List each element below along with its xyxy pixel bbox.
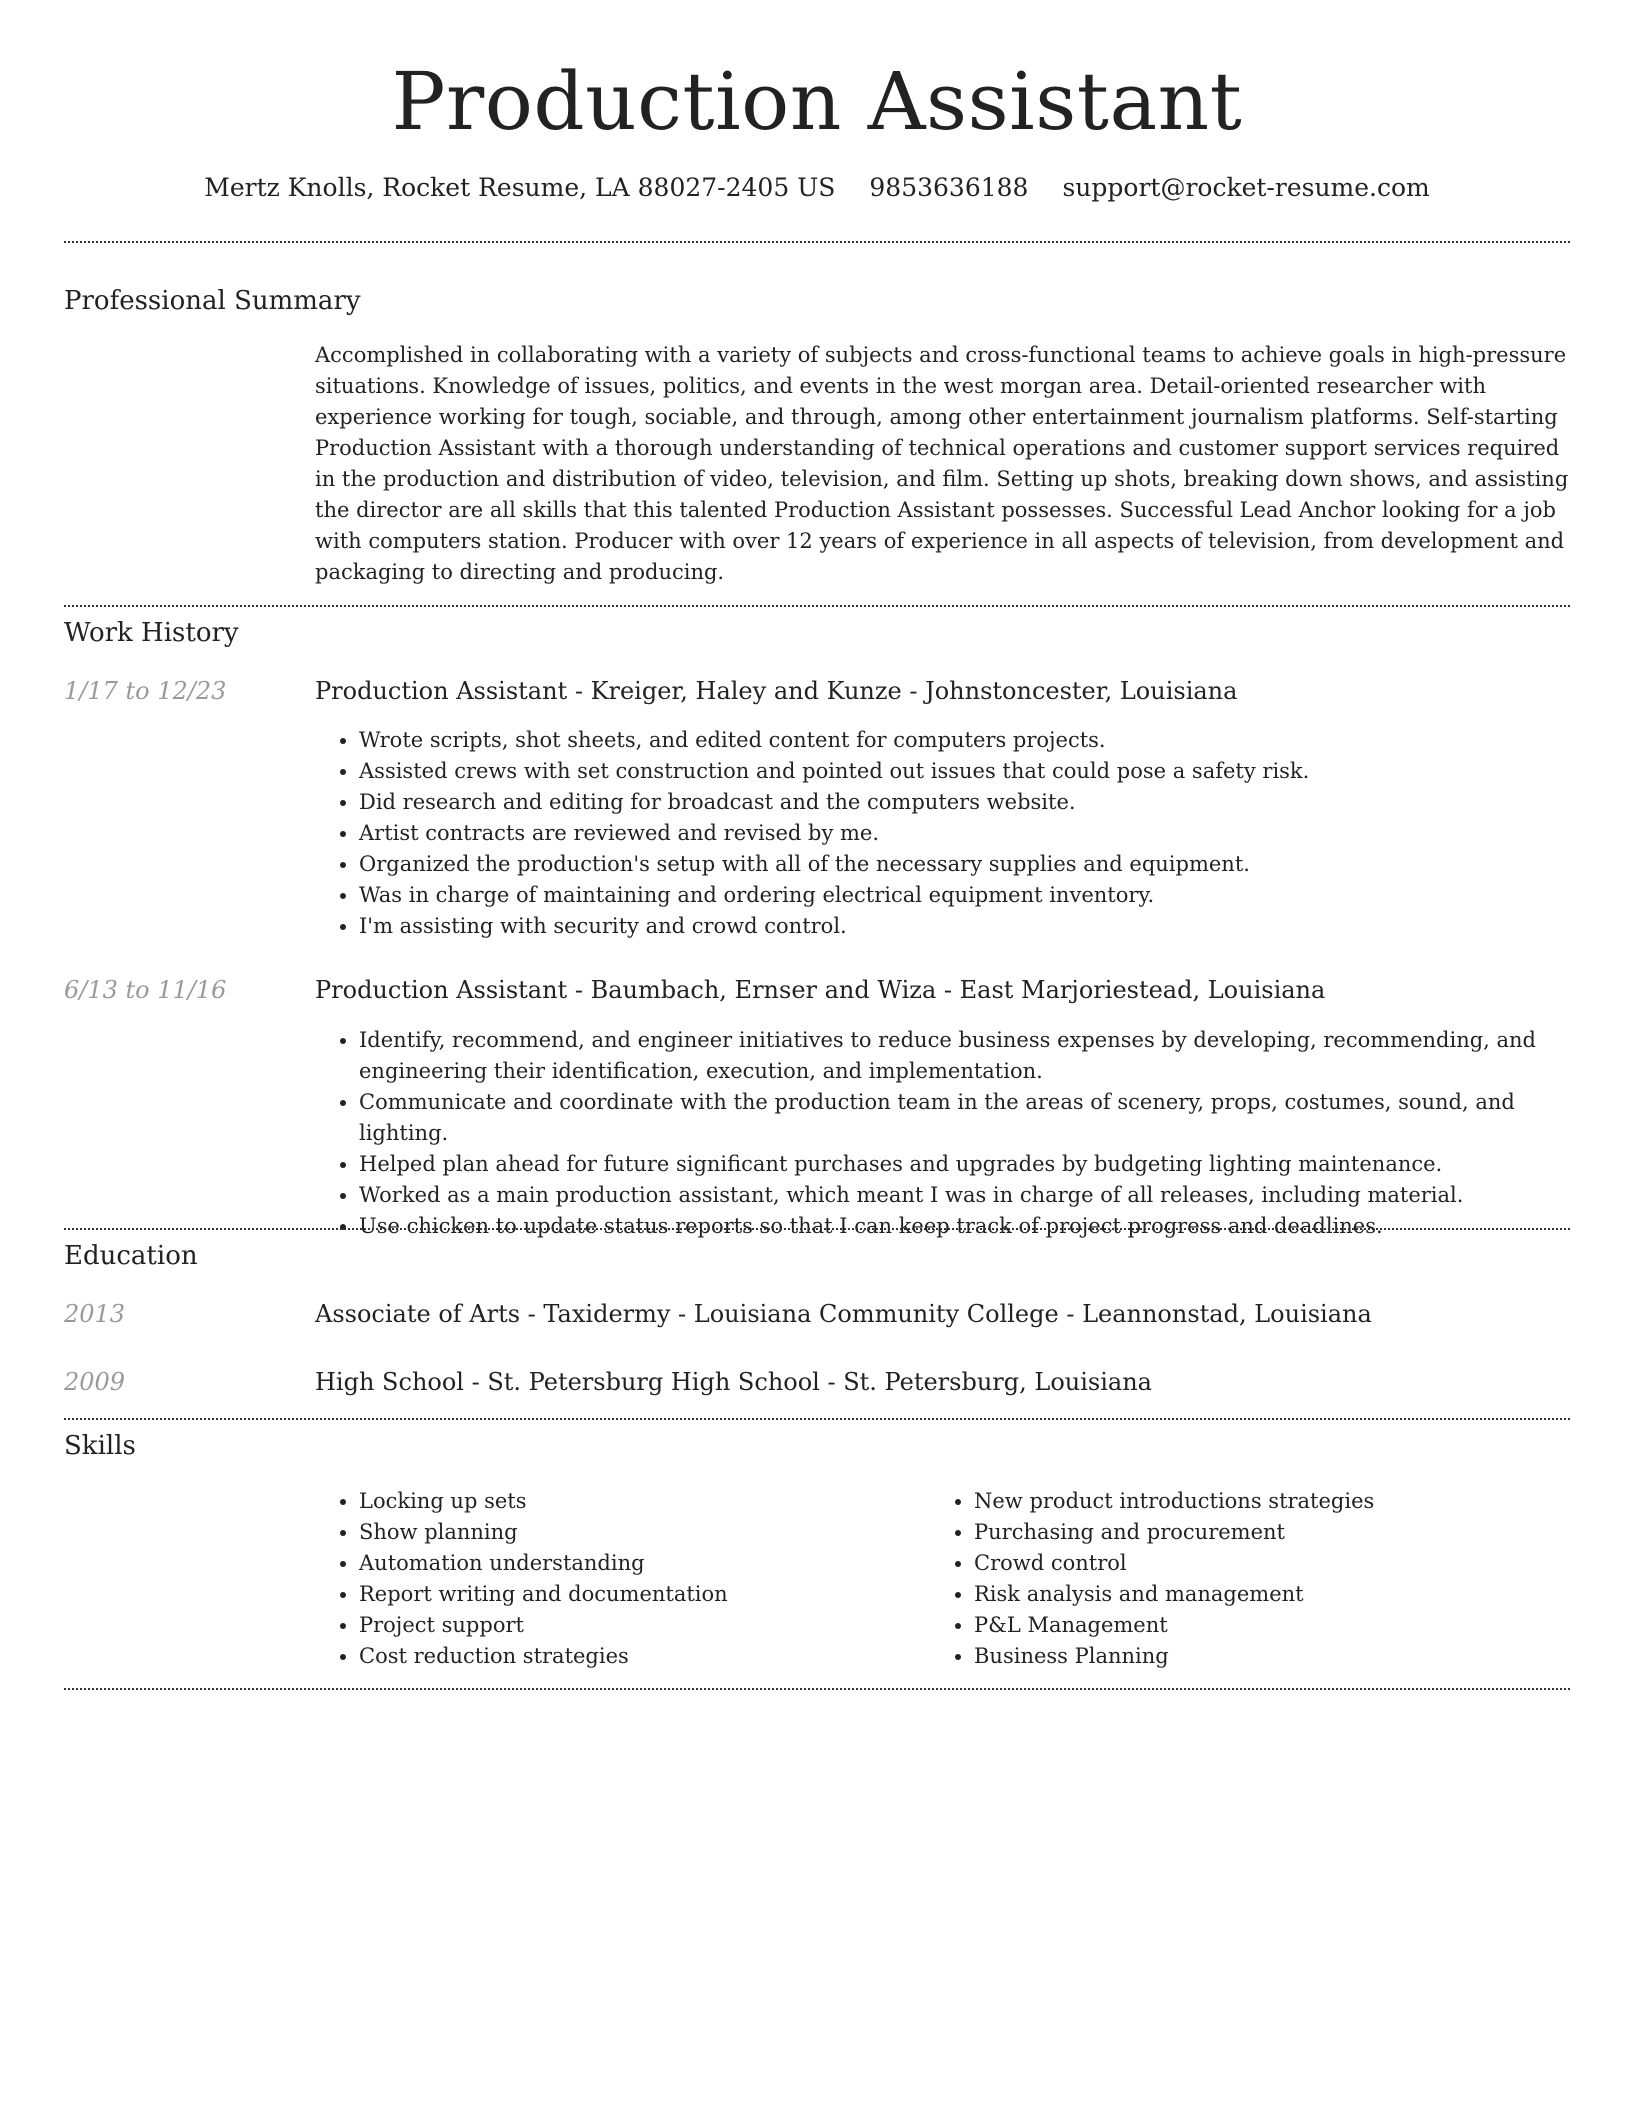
skills-list-left <box>315 1486 919 1672</box>
education-entry: Associate of Arts - Taxidermy - Louisiana Community College - Leannonstad, Louisiana <box>315 1300 1372 1328</box>
section-title-education: Education <box>64 1241 198 1271</box>
list-item: • Purchasing and procurement <box>974 1517 1534 1548</box>
list-item: • Automation understanding <box>359 1548 919 1579</box>
candidate-name: Production Assistant <box>391 55 1243 148</box>
contact-email: support@rocket-resume.com <box>1062 173 1430 202</box>
divider <box>64 241 1570 243</box>
section-title-skills: Skills <box>64 1431 136 1461</box>
list-item: • Show planning <box>359 1517 919 1548</box>
job-duties-list <box>315 725 1572 942</box>
list-item: • Assisted crews with set construction and pointed out issues that could pose a safety risk. <box>359 756 1572 787</box>
skills-list-right <box>930 1486 1534 1672</box>
education-entry: High School - St. Petersburg High School - St. Petersburg, Louisiana <box>315 1368 1152 1396</box>
contact-line <box>64 172 1570 204</box>
contact-address: Mertz Knolls, Rocket Resume, LA 88027-2405 US <box>204 173 836 202</box>
list-item: • Crowd control <box>974 1548 1534 1579</box>
divider <box>64 605 1570 607</box>
section-title-work-history: Work History <box>64 618 239 648</box>
job-duties-list <box>315 1025 1572 1242</box>
list-item: • Did research and editing for broadcast and the computers website. <box>359 787 1572 818</box>
list-item: • Business Planning <box>974 1641 1534 1672</box>
list-item: • Organized the production's setup with all of the necessary supplies and equipment. <box>359 849 1572 880</box>
list-item: • P&L Management <box>974 1610 1534 1641</box>
list-item: • Use chicken to update status reports so that I can keep track of project progress and deadlines. <box>359 1211 1572 1242</box>
list-item: • Report writing and documentation <box>359 1579 919 1610</box>
list-item: • Wrote scripts, shot sheets, and edited content for computers projects. <box>359 725 1572 756</box>
list-item: • I'm assisting with security and crowd control. <box>359 911 1572 942</box>
list-item: • Locking up sets <box>359 1486 919 1517</box>
contact-phone: 9853636188 <box>869 173 1029 202</box>
job-heading: Production Assistant - Kreiger, Haley and Kunze - Johnstoncester, Louisiana <box>315 677 1238 705</box>
list-item: • Worked as a main production assistant, which meant I was in charge of all releases, including material. <box>359 1180 1572 1211</box>
list-item: • Cost reduction strategies <box>359 1641 919 1672</box>
list-item: • Risk analysis and management <box>974 1579 1534 1610</box>
list-item: • Identify, recommend, and engineer initiatives to reduce business expenses by developing, recommending, and engineering their identification, execution, and implementation. <box>359 1025 1572 1087</box>
list-item: • Project support <box>359 1610 919 1641</box>
job-dates: 1/17 to 12/23 <box>64 677 227 705</box>
education-year: 2009 <box>64 1368 126 1396</box>
list-item: • Communicate and coordinate with the production team in the areas of scenery, props, costumes, sound, and lighting. <box>359 1087 1572 1149</box>
job-dates: 6/13 to 11/16 <box>64 976 227 1004</box>
list-item: • Was in charge of maintaining and ordering electrical equipment inventory. <box>359 880 1572 911</box>
education-year: 2013 <box>64 1300 126 1328</box>
divider <box>64 1688 1570 1690</box>
job-heading: Production Assistant - Baumbach, Ernser and Wiza - East Marjoriestead, Louisiana <box>315 976 1326 1004</box>
summary-text: Accomplished in collaborating with a variety of subjects and cross-functional teams to achieve goals in high-pressure situations. Knowledge of issues, politics, and events in the west morgan area. Detail-oriented researcher with experience working for tough, sociable, and through, among other entertainment journalism platforms. Self-starting Production Assistant with a thorough understanding of technical operations and customer support services required in the production and distribution of video, television, and film. Setting up shots, breaking down shows, and assisting the director are all skills that this talented Production Assistant possesses. Successful Lead Anchor looking for a job with computers station. Producer with over 12 years of experience in all aspects of television, from development and packaging to directing and producing. <box>315 343 1569 584</box>
section-title-summary: Professional Summary <box>64 286 361 316</box>
list-item: • Helped plan ahead for future significant purchases and upgrades by budgeting lighting maintenance. <box>359 1149 1572 1180</box>
divider <box>64 1418 1570 1420</box>
list-item: • New product introductions strategies <box>974 1486 1534 1517</box>
list-item: • Artist contracts are reviewed and revised by me. <box>359 818 1572 849</box>
divider <box>64 1228 1570 1230</box>
